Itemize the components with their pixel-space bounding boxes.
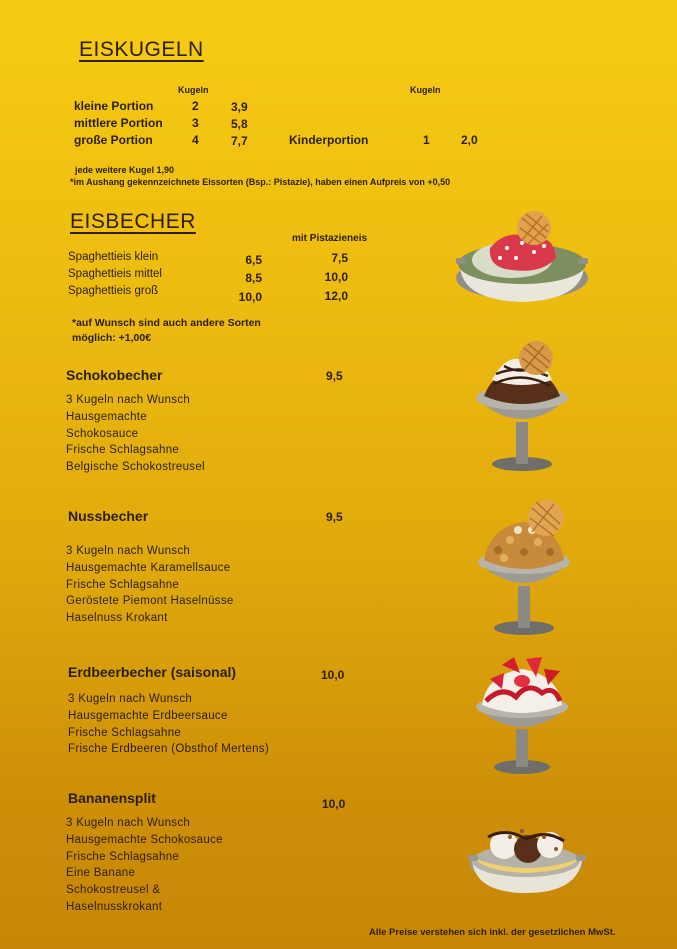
becher-name: Bananensplit xyxy=(68,790,156,806)
becher-price: 10,0 xyxy=(321,668,345,682)
portion-kugeln: 3 xyxy=(192,116,199,130)
kinderportion-kugeln: 1 xyxy=(423,133,430,147)
bananensplit-image xyxy=(466,815,588,895)
kinderportion-price: 2,0 xyxy=(461,133,478,147)
ingredient: Haselnusskrokant xyxy=(66,900,163,913)
ingredient: Eine Banane xyxy=(66,867,136,880)
ingredient: Schokostreusel & xyxy=(66,884,161,897)
becher-price: 9,5 xyxy=(326,369,343,383)
portion-price: 5,8 xyxy=(231,117,248,131)
ingredient: Geröstete Piemont Haselnüsse xyxy=(66,595,234,608)
ingredient: Belgische Schokostreusel xyxy=(66,461,205,474)
becher-name: Nussbecher xyxy=(68,508,149,524)
becher-name: Erdbeerbecher (saisonal) xyxy=(68,664,237,680)
ingredient: Frische Schlagsahne xyxy=(66,850,180,863)
portion-label: kleine Portion xyxy=(74,99,154,113)
becher-description xyxy=(66,815,223,916)
portion-kugeln: 2 xyxy=(192,99,199,113)
ingredient: Frische Schlagsahne xyxy=(66,444,180,457)
becher-description xyxy=(66,543,234,627)
eisbecher-title: EISBECHER xyxy=(70,210,196,233)
tax-footer: Alle Preise verstehen sich inkl. der gesetzlichen MwSt. xyxy=(369,927,616,938)
sorten-note: *auf Wunsch sind auch andere Sorten xyxy=(72,317,261,329)
kugeln-header-right: Kugeln xyxy=(410,85,441,95)
ingredient: Frische Schlagsahne xyxy=(66,578,180,591)
spaghetti-price: 8,5 xyxy=(245,271,262,285)
eiskugeln-title: EISKUGELN xyxy=(79,38,204,61)
spaghetti-label: Spaghettieis mittel xyxy=(68,268,162,280)
ingredient: Hausgemachte Schokosauce xyxy=(66,833,223,846)
ingredient: Frische Erdbeeren (Obsthof Mertens) xyxy=(68,743,269,756)
becher-description xyxy=(66,392,205,476)
ingredient: Frische Schlagsahne xyxy=(68,726,182,739)
ingredient: 3 Kugeln nach Wunsch xyxy=(66,545,191,557)
surcharge-note: *im Aushang gekennzeichnete Eissorten (Bsp.: Pistazie), haben einen Aufpreis von +0,50 xyxy=(70,177,451,187)
ingredient: 3 Kugeln nach Wunsch xyxy=(66,394,191,406)
spaghetti-label: Spaghettieis groß xyxy=(68,285,159,297)
spaghetti-pistazie-price: 10,0 xyxy=(324,270,348,284)
portion-kugeln: 4 xyxy=(192,133,199,147)
kinderportion-label: Kinderportion xyxy=(289,133,369,147)
ingredient: 3 Kugeln nach Wunsch xyxy=(68,693,193,705)
portion-price: 7,7 xyxy=(231,134,248,148)
ingredient: Hausgemachte xyxy=(66,410,147,423)
portion-price: 3,9 xyxy=(231,100,248,114)
spaghettieis-image xyxy=(452,208,592,306)
spaghetti-pistazie-price: 7,5 xyxy=(331,251,348,265)
becher-description xyxy=(68,691,269,758)
extra-kugel-note: jede weitere Kugel 1,90 xyxy=(75,165,175,175)
becher-price: 9,5 xyxy=(326,510,343,524)
becher-name: Schokobecher xyxy=(66,367,163,383)
sorten-note-price: möglich: +1,00€ xyxy=(72,332,152,344)
nussbecher-image xyxy=(474,500,578,638)
ingredient: Schokosauce xyxy=(66,427,139,440)
spaghetti-price: 10,0 xyxy=(238,290,262,304)
pistazie-header: mit Pistazieneis xyxy=(292,233,368,244)
erdbeerbecher-image xyxy=(472,655,572,775)
portion-label: mittlere Portion xyxy=(74,116,163,130)
portion-label: große Portion xyxy=(74,133,153,147)
schokobecher-image xyxy=(470,340,574,475)
spaghetti-price: 6,5 xyxy=(245,253,262,267)
becher-price: 10,0 xyxy=(322,797,346,811)
ingredient: Haselnuss Krokant xyxy=(66,612,168,625)
ingredient: Hausgemachte Karamellsauce xyxy=(66,561,231,574)
kugeln-header-left: Kugeln xyxy=(178,85,209,95)
spaghetti-label: Spaghettieis klein xyxy=(68,251,159,263)
ingredient: 3 Kugeln nach Wunsch xyxy=(66,817,191,829)
ingredient: Hausgemachte Erdbeersauce xyxy=(68,709,228,722)
spaghetti-pistazie-price: 12,0 xyxy=(324,289,348,303)
